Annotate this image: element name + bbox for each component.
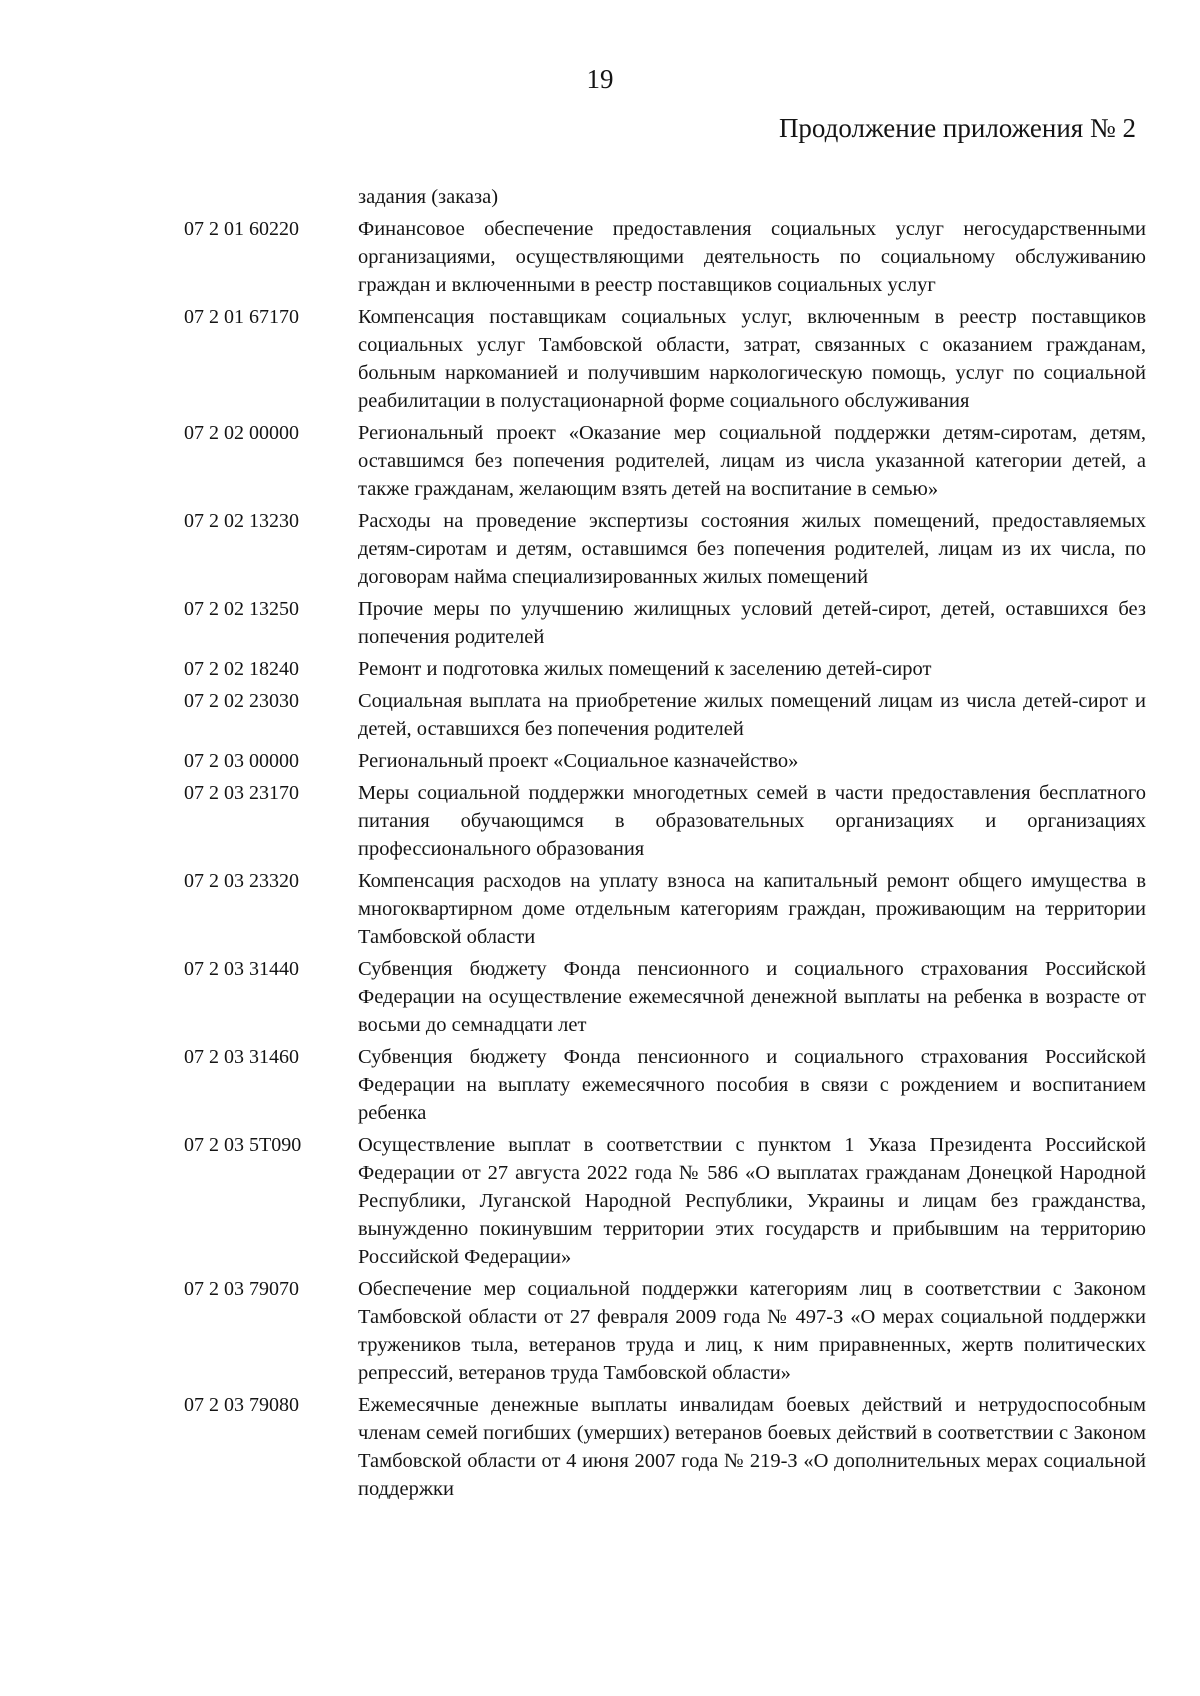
classification-code: 07 2 02 18240 [184,658,299,680]
list-item [184,779,1146,863]
classification-description: задания (заказа) [358,186,499,208]
list-item [184,1275,1146,1387]
classification-description: Расходы на проведение экспертизы состояния жилых помещений, предоставляемых детям-сиротам и детям, оставшимся без попечения родителей, лицам из их числа, по договорам найма специализированных жилых помещений [358,510,1146,588]
classification-code: 07 2 03 79080 [184,1394,299,1416]
classification-code: 07 2 02 13250 [184,598,299,620]
page-number: 19 [586,64,614,94]
list-item [184,867,1146,951]
classification-code: 07 2 03 23170 [184,782,299,804]
list-item [184,955,1146,1039]
classification-description: Финансовое обеспечение предоставления социальных услуг негосударственными организациями, осуществляющими деятельность по социальному обслуживанию граждан и включенными в реестр поставщиков социальных услуг [358,218,1146,296]
classification-description: Прочие меры по улучшению жилищных условий детей-сирот, детей, оставшихся без попечения родителей [358,598,1146,648]
classification-code: 07 2 03 00000 [184,750,299,772]
classification-code: 07 2 02 00000 [184,422,299,444]
classification-description: Обеспечение мер социальной поддержки категориям лиц в соответствии с Законом Тамбовской области от 27 февраля 2009 года № 497-З «О мерах социальной поддержки тружеников тыла, ветеранов труда и лиц, к ним приравненных, жертв политических репрессий, ветеранов труда Тамбовской области» [358,1278,1146,1384]
classification-description: Региональный проект «Социальное казначейство» [358,750,799,772]
list-item [184,1043,1146,1127]
list-item [184,747,1146,775]
budget-classification-list [184,183,1146,1507]
list-item [184,419,1146,503]
list-item [184,655,1146,683]
classification-code: 07 2 03 79070 [184,1278,299,1300]
list-item [184,1391,1146,1503]
list-item [184,595,1146,651]
classification-code: 07 2 01 60220 [184,218,299,240]
classification-description: Социальная выплата на приобретение жилых помещений лицам из числа детей-сирот и детей, оставшихся без попечения родителей [358,690,1146,740]
appendix-continuation-heading: Продолжение приложения № 2 [778,113,1136,143]
list-item [184,507,1146,591]
classification-description: Региональный проект «Оказание мер социальной поддержки детям-сиротам, детям, оставшимся без попечения родителей, лицам из числа указанной категории детей, а также гражданам, желающим взять детей на воспитание в семью» [358,422,1146,500]
classification-description: Субвенция бюджету Фонда пенсионного и социального страхования Российской Федерации на осуществление ежемесячной денежной выплаты на ребенка в возрасте от восьми до семнадцати лет [358,958,1146,1036]
list-item [184,183,1146,211]
classification-code: 07 2 02 23030 [184,690,299,712]
classification-description: Меры социальной поддержки многодетных семей в части предоставления бесплатного питания обучающимся в образовательных организациях и организациях профессионального образования [358,782,1146,860]
classification-code: 07 2 02 13230 [184,510,299,532]
classification-description: Компенсация расходов на уплату взноса на капитальный ремонт общего имущества в многоквартирном доме отдельным категориям граждан, проживающим на территории Тамбовской области [358,870,1146,948]
classification-description: Субвенция бюджету Фонда пенсионного и социального страхования Российской Федерации на выплату ежемесячного пособия в связи с рождением и воспитанием ребенка [358,1046,1146,1124]
classification-description: Осуществление выплат в соответствии с пунктом 1 Указа Президента Российской Федерации от 27 августа 2022 года № 586 «О выплатах гражданам Донецкой Народной Республики, Луганской Народной Республики, Украины и лицам без гражданства, вынужденно покинувшим территории этих государств и прибывшим на территорию Российской Федерации» [358,1134,1146,1268]
classification-code: 07 2 03 31460 [184,1046,299,1068]
list-item [184,687,1146,743]
classification-code: 07 2 03 5Т090 [184,1134,302,1156]
classification-code: 07 2 01 67170 [184,306,299,328]
classification-code: 07 2 03 23320 [184,870,299,892]
classification-description: Ежемесячные денежные выплаты инвалидам боевых действий и нетрудоспособным членам семей погибших (умерших) ветеранов боевых действий в соответствии с Законом Тамбовской области от 4 июня 2007 года № 219-З «О дополнительных мерах социальной поддержки [358,1394,1146,1500]
list-item [184,303,1146,415]
list-item [184,1131,1146,1271]
classification-description: Ремонт и подготовка жилых помещений к заселению детей-сирот [358,658,932,680]
list-item [184,215,1146,299]
classification-code: 07 2 03 31440 [184,958,299,980]
classification-description: Компенсация поставщикам социальных услуг, включенным в реестр поставщиков социальных услуг Тамбовской области, затрат, связанных с оказанием гражданам, больным наркоманией и получившим наркологическую помощь, услуг по социальной реабилитации в полустационарной форме социального обслуживания [358,306,1146,412]
